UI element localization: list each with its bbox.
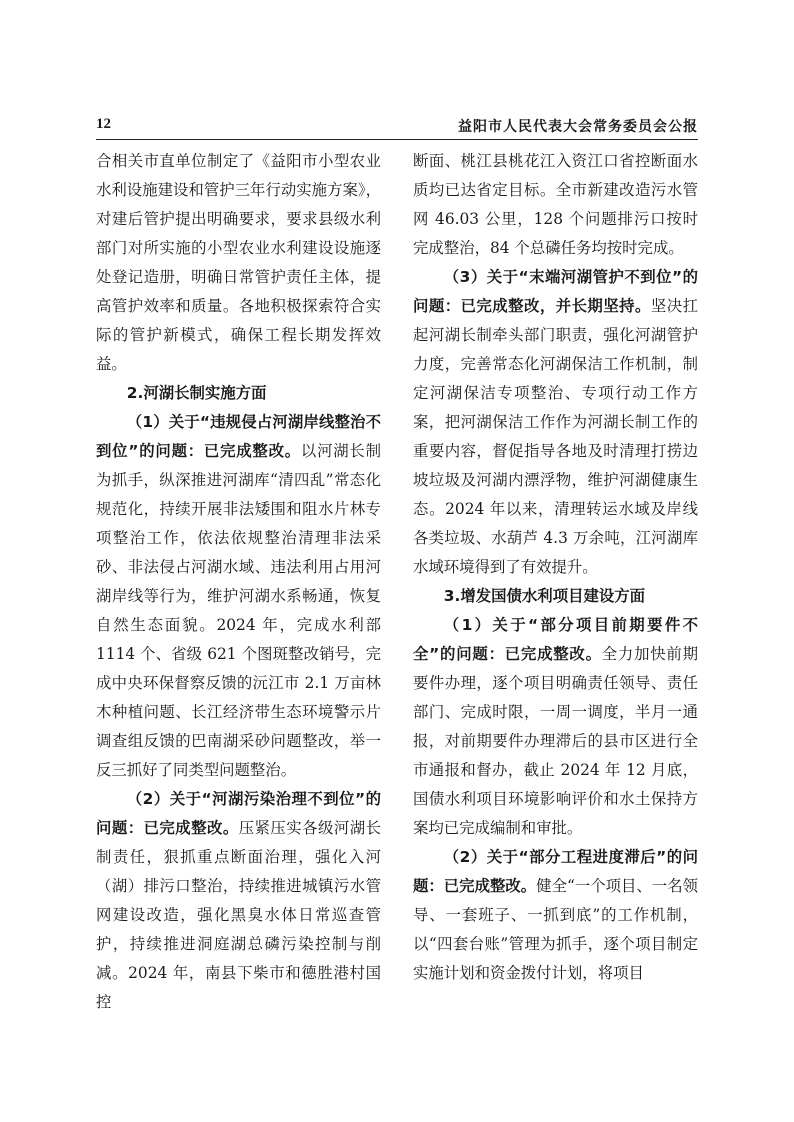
issue-text: 坚决扛起河湖长制牵头部门职责，强化河湖管护力度，完善常态化河湖保洁工作机制，制定河湖保洁专项整治、专项行动工作方案，把河湖保洁工作作为河湖长制工作的重要内容，督促指导各地及时清理打捞边坡垃圾及河湖内漂浮物，维护河湖健康生态。2024 年以来，清理转运水域及岸线各类垃圾、水葫芦 4.3 万余吨，江河湖库水域环境得到了有效提升。 bbox=[413, 297, 698, 576]
issue-title: （2）关于“部分工程进度滞后”的问题：已完成整改。 bbox=[413, 848, 698, 895]
journal-title: 益阳市人民代表大会常务委员会公报 bbox=[458, 119, 698, 135]
header-rule bbox=[96, 139, 698, 140]
section-heading-treasury-bond-projects: 3.增发国债水利项目建设方面 bbox=[443, 587, 646, 605]
page-number: 12 bbox=[96, 116, 111, 132]
issue-title: （3）关于“末端河湖管护不到位”的问题：已完成整改，并长期坚持。 bbox=[413, 268, 698, 315]
paragraph-shoreline-encroachment bbox=[96, 408, 381, 785]
left-column bbox=[96, 147, 381, 1017]
section-heading-river-lake-chief: 2.河湖长制实施方面 bbox=[126, 384, 267, 402]
issue-text: 全力加快前期要件办理，逐个项目明确责任领导、责任部门、完成时限，一周一调度，半月一通报，对前期要件办理滞后的县市区进行全市通报和督办，截止 2024 年 12 月底，国债水利项目环境影响评价和水土保持方案均已完成编制和审批。 bbox=[413, 645, 698, 837]
issue-text: 以河湖长制为抓手，纵深推进河湖库“清四乱”常态化规范化，持续开展非法矮围和阻水片林专项整治工作，依法依规整治清理非法采砂、非法侵占河湖水域、违法利用占用河湖岸线等行为，维护河湖水系畅通，恢复自然生态面貌。2024 年，完成水利部 1114 个、省级 621 个图斑整改销号，完成中央环保督察反馈的沅江市 2.1 万亩林木种植问题、长江经济带生态环境警示片调查组反馈的巴南湖采砂问题整改，举一反三抓好了同类型问题整治。 bbox=[96, 442, 381, 779]
paragraph-continuation: 断面、桃江县桃花江入资江口省控断面水质均已达省定目标。全市新建改造污水管网 46.03 公里，128 个问题排污口按时完成整治，84 个总磷任务均按时完成。 bbox=[413, 152, 698, 257]
page-header bbox=[96, 116, 698, 140]
paragraph-preliminary-documents bbox=[413, 611, 698, 843]
issue-title: （1）关于“违规侵占河湖岸线整治不到位”的问题：已完成整改。 bbox=[96, 413, 381, 460]
paragraph-project-delay bbox=[413, 843, 698, 988]
paragraph-end-maintenance bbox=[413, 263, 698, 582]
paragraph-continuation: 合相关市直单位制定了《益阳市小型农业水利设施建设和管护三年行动实施方案》，对建后管护提出明确要求，要求县级水利部门对所实施的小型农业水利建设设施逐处登记造册，明确日常管护责任主体，提高管护效率和质量。各地积极探索符合实际的管护新模式，确保工程长期发挥效益。 bbox=[96, 152, 381, 373]
issue-text: 压紧压实各级河湖长制责任，狠抓重点断面治理，强化入河（湖）排污口整治，持续推进城镇污水管网建设改造，强化黑臭水体日常巡查管护，持续推进洞庭湖总磷污染控制与削减。2024 年，南县下柴市和德胜港村国控 bbox=[96, 819, 381, 1011]
right-column bbox=[413, 147, 698, 988]
issue-title: （1）关于“部分项目前期要件不全”的问题：已完成整改。 bbox=[413, 616, 698, 663]
paragraph-pollution-control bbox=[96, 785, 381, 1017]
issue-title: （2）关于“河湖污染治理不到位”的问题：已完成整改。 bbox=[96, 790, 381, 837]
issue-text: 健全“一个项目、一名领导、一套班子、一抓到底”的工作机制，以“四套台账”管理为抓手，逐个项目制定实施计划和资金拨付计划，将项目 bbox=[413, 877, 698, 982]
